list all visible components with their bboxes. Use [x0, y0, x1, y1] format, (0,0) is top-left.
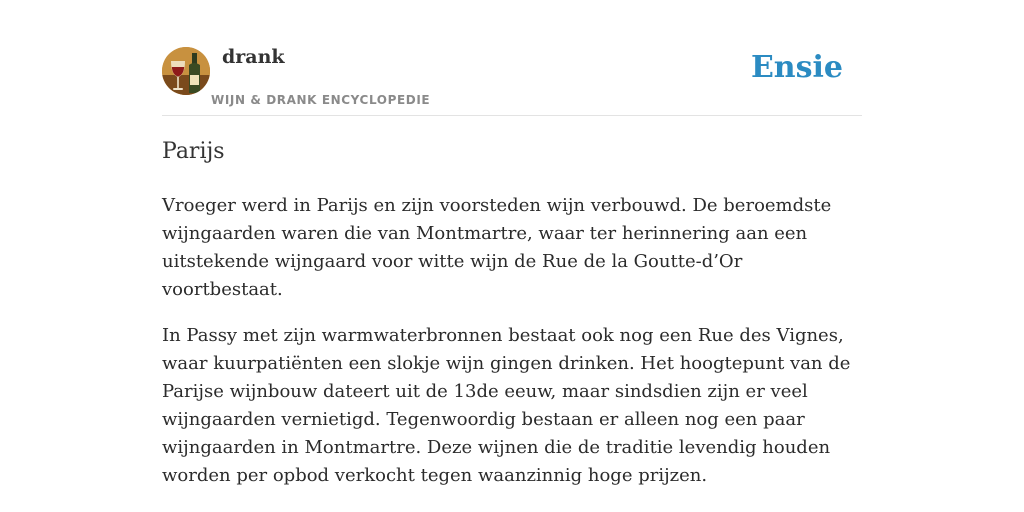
- article-body: [162, 192, 867, 508]
- site-subtitle: WIJN & DRANK ENCYCLOPEDIE: [211, 93, 431, 107]
- wine-bottle-glass-icon: [162, 47, 210, 95]
- site-name[interactable]: drank: [222, 46, 285, 68]
- article-paragraph: In Passy met zijn warmwaterbronnen bestaat ook nog een Rue des Vignes, waar kuurpatiënten een slokje wijn gingen drinken. Het hoogtepunt van de Parijse wijnbouw dateert uit de 13de eeuw, maar sindsdien zijn er veel wijngaarden vernietigd. Tegenwoordig bestaan er alleen nog een paar wijngaarden in Montmartre. Deze wijnen die de traditie levendig houden worden per opbod verkocht tegen waanzinnig hoge prijzen.: [162, 325, 851, 486]
- article-paragraph: Vroeger werd in Parijs en zijn voorsteden wijn verbouwd. De beroemdste wijngaarden waren die van Montmartre, waar ter herinnering aan een uitstekende wijngaard voor witte wijn de Rue de la Goutte-d’Or voortbestaat.: [162, 195, 832, 300]
- article-title: Parijs: [162, 139, 225, 164]
- category-avatar[interactable]: [162, 47, 210, 95]
- brand-logo[interactable]: Ensie: [750, 50, 843, 85]
- header: [162, 45, 862, 116]
